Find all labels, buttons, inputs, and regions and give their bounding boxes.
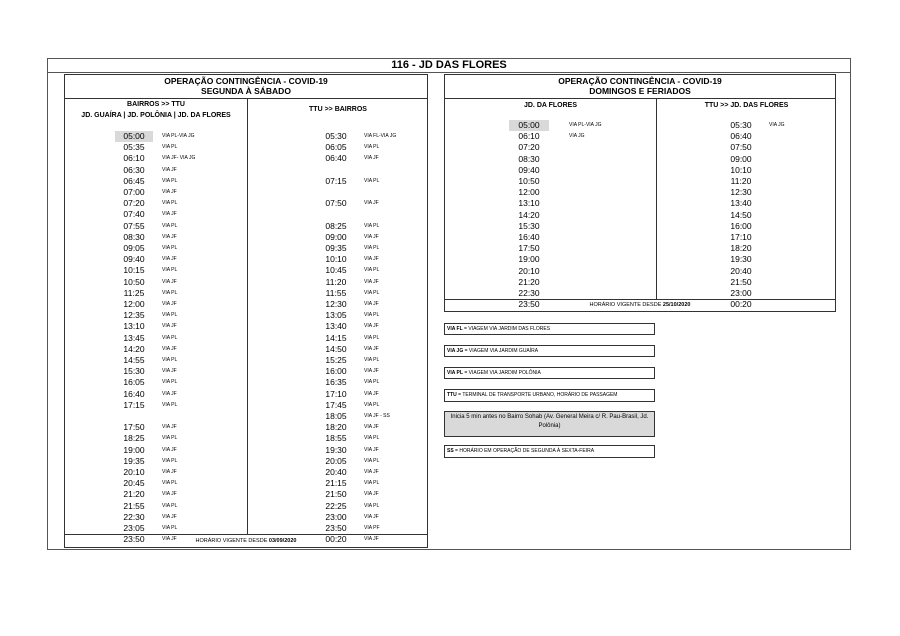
route-via: VIA PL (162, 502, 178, 509)
schedule-row (65, 433, 427, 444)
departure-time: 10:50 (123, 276, 145, 287)
legend-via-jg: VIA JG = VIAGEM VIA JARDIM GUAÍRA (444, 345, 655, 357)
schedule-row (65, 243, 427, 254)
route-via: VIA JF (364, 368, 379, 375)
schedule-row (65, 456, 427, 467)
schedule-row (65, 265, 427, 276)
route-via: VIA PL (162, 480, 178, 487)
return-time: 16:35 (325, 377, 347, 388)
departure-time: 15:30 (518, 220, 540, 231)
schedule-row (445, 142, 835, 153)
schedule-row (445, 154, 835, 165)
route-via: VIA PL (364, 435, 380, 442)
schedule-row (65, 221, 427, 232)
route-via: VIA PL (162, 144, 178, 151)
return-time: 18:55 (325, 433, 347, 444)
route-via: VIA JF (162, 368, 177, 375)
departure-time: 07:55 (123, 220, 145, 231)
schedule-row (65, 187, 427, 198)
route-via: VIA JF (162, 189, 177, 195)
departure-time: 07:00 (123, 187, 145, 197)
route-via: VIA JF (364, 278, 379, 285)
return-time: 17:10 (325, 388, 347, 399)
departure-time: 07:20 (123, 198, 145, 209)
holiday-footer: HORÁRIO VIGENTE DESDE 25/10/2020 (589, 302, 691, 308)
schedule-row (65, 400, 427, 411)
return-time: 09:00 (730, 153, 752, 164)
departure-time: 09:40 (518, 164, 540, 175)
route-via: VIA PL (162, 334, 178, 341)
departure-time: 17:15 (123, 399, 145, 410)
route-via: VIA PF (364, 525, 380, 531)
route-via: VIA JF - SS (364, 413, 390, 419)
route-via: VIA PL (364, 144, 380, 151)
departure-time: 06:30 (123, 164, 145, 175)
route-via: VIA JF (162, 513, 177, 520)
route-via: VIA JG (769, 122, 785, 128)
departure-time: 05:00 (509, 120, 549, 131)
return-time: 18:05 (325, 411, 347, 421)
return-time: 20:40 (325, 467, 347, 477)
route-via: VIA PL (162, 222, 178, 229)
schedule-row (65, 411, 427, 422)
return-time: 14:15 (325, 332, 347, 343)
route-via: VIA PL (162, 289, 178, 296)
departure-time: 19:00 (123, 444, 145, 455)
schedule-row (445, 120, 835, 131)
route-via: VIA PL (364, 379, 380, 386)
return-time: 21:15 (325, 478, 347, 489)
return-time: 06:05 (325, 142, 347, 153)
schedule-row (65, 501, 427, 512)
schedule-row (445, 165, 835, 176)
return-time: 17:45 (325, 399, 347, 410)
return-time: 11:20 (325, 276, 347, 287)
route-via: VIA JF (364, 256, 379, 263)
return-time: 07:50 (325, 198, 347, 209)
departure-time: 06:45 (123, 175, 145, 186)
schedule-row (65, 478, 427, 489)
departure-time: 21:20 (518, 276, 540, 287)
legend-ss: SS = HORÁRIO EM OPERAÇÃO DE SEGUNDA À SEXTA-FEIRA (444, 445, 655, 458)
route-via: VIA JF (364, 155, 379, 162)
departure-time: 20:10 (123, 467, 145, 477)
route-via: VIA PL (162, 177, 178, 184)
route-via: VIA JF (162, 166, 177, 173)
schedule-row (445, 221, 835, 232)
route-via: VIA JF (364, 323, 379, 330)
return-time: 06:40 (325, 153, 347, 164)
schedule-row (445, 254, 835, 265)
departure-time: 05:00 (115, 131, 153, 142)
departure-time: 21:20 (123, 489, 145, 500)
schedule-row (445, 187, 835, 198)
return-time: 23:00 (730, 288, 752, 298)
return-time: 20:05 (325, 455, 347, 466)
route-via: VIA PL (364, 177, 380, 184)
schedule-row (445, 198, 835, 209)
departure-time: 10:15 (123, 265, 145, 276)
route-via: VIA JF (364, 491, 379, 498)
return-time: 00:20 (730, 299, 752, 310)
route-via: VIA FL-VIA JG (364, 133, 397, 139)
schedule-row (65, 366, 427, 377)
return-time: 21:50 (325, 489, 347, 500)
schedule-row (65, 176, 427, 187)
schedule-row (65, 445, 427, 456)
departure-time: 22:30 (123, 511, 145, 522)
col-jd-flores-head: JD. DA FLORES (523, 102, 578, 109)
route-via: VIA JF- VIA JG (162, 155, 196, 162)
holiday-heading-1: OPERAÇÃO CONTINGÊNCIA - COVID-19 (558, 76, 722, 86)
schedule-row (65, 467, 427, 478)
col-ttu-bairros-head: TTU >> BAIRROS (309, 106, 367, 113)
return-time: 19:30 (730, 254, 752, 265)
departure-time: 23:50 (123, 534, 145, 545)
departure-time: 12:00 (123, 299, 145, 309)
schedule-row (65, 523, 427, 534)
route-via: VIA PL-VIA JG (162, 133, 195, 139)
departure-time: 08:30 (518, 153, 540, 164)
weekday-heading-2: SEGUNDA À SÁBADO (201, 86, 291, 96)
return-time: 11:55 (325, 287, 347, 298)
return-time: 07:50 (730, 142, 752, 153)
route-via: VIA PL (364, 457, 380, 464)
route-via: VIA JF (162, 345, 177, 352)
departure-time: 05:35 (123, 142, 145, 153)
return-time: 13:40 (730, 198, 752, 209)
legend-ttu: TTU = TERMINAL DE TRANSPORTE URBANO, HORÁRIO DE PASSAGEM (444, 389, 655, 402)
schedule-row (65, 389, 427, 400)
route-via: VIA JF (364, 200, 379, 207)
col-bairros-names-head: JD. GUAÍRA | JD. POLÔNIA | JD. DA FLORES (81, 112, 231, 119)
return-time: 12:30 (730, 187, 752, 198)
return-time: 07:15 (325, 175, 347, 186)
route-via: VIA JF (162, 278, 177, 285)
route-via: VIA JF (364, 301, 379, 307)
departure-time: 20:45 (123, 478, 145, 489)
return-time: 00:20 (325, 534, 347, 545)
schedule-row (445, 243, 835, 254)
departure-time: 14:20 (518, 209, 540, 220)
schedule-frame (47, 58, 851, 550)
weekday-heading-1: OPERAÇÃO CONTINGÊNCIA - COVID-19 (164, 76, 328, 86)
return-time: 19:30 (325, 444, 347, 455)
return-time: 20:40 (730, 265, 752, 276)
departure-time: 13:10 (518, 198, 540, 209)
route-via: VIA PL (364, 289, 380, 296)
return-time: 06:40 (730, 131, 752, 142)
departure-time: 17:50 (123, 422, 145, 433)
schedule-row (445, 176, 835, 187)
weekday-schedule-panel (64, 74, 428, 548)
schedule-row (65, 321, 427, 332)
departure-time: 14:20 (123, 343, 145, 354)
departure-time: 11:25 (123, 287, 145, 298)
return-time: 12:30 (325, 299, 347, 309)
return-time: 10:45 (325, 265, 347, 276)
route-via: VIA JF (162, 233, 177, 240)
route-via: VIA PL (364, 334, 380, 341)
return-time: 10:10 (730, 164, 752, 175)
col-ttu-flores-head: TTU >> JD. DAS FLORES (704, 102, 789, 109)
route-via: VIA JF (162, 446, 177, 453)
route-via: VIA PL-VIA JG (569, 122, 602, 128)
departure-time: 22:30 (518, 288, 540, 298)
return-time: 14:50 (730, 209, 752, 220)
departure-time: 09:05 (123, 243, 145, 253)
schedule-row (445, 288, 835, 299)
holiday-schedule-panel (444, 74, 836, 312)
start-note: Inicia 5 min antes no Bairro Sohab (Av. General Meira c/ R. Pau-Brasil, Jd. Polônia) (444, 411, 655, 437)
route-via: VIA PL (364, 401, 380, 408)
route-via: VIA JF (364, 469, 379, 475)
route-via: VIA PL (162, 525, 178, 531)
departure-time: 06:10 (518, 131, 540, 142)
schedule-row (65, 299, 427, 310)
route-via: VIA PL (162, 401, 178, 408)
route-via: VIA JF (162, 256, 177, 263)
schedule-row (445, 210, 835, 221)
schedule-row (65, 422, 427, 433)
schedule-row (65, 377, 427, 388)
departure-time: 16:05 (123, 377, 145, 388)
route-via: VIA JF (162, 536, 177, 543)
schedule-row (65, 153, 427, 164)
schedule-row (445, 266, 835, 277)
schedule-row (65, 142, 427, 153)
departure-time: 07:40 (123, 209, 145, 220)
schedule-row (445, 131, 835, 142)
route-via: VIA JF (364, 513, 379, 520)
departure-time: 12:00 (518, 187, 540, 198)
schedule-row (65, 232, 427, 243)
route-via: VIA JF (162, 390, 177, 397)
return-time: 13:05 (325, 310, 347, 321)
schedule-row (65, 355, 427, 366)
return-time: 16:00 (730, 220, 752, 231)
route-via: VIA PL (162, 357, 178, 363)
route-via: VIA PL (162, 379, 178, 386)
route-via: VIA PL (364, 222, 380, 229)
schedule-row (65, 344, 427, 355)
return-time: 17:10 (730, 232, 752, 242)
schedule-row (65, 512, 427, 523)
route-via: VIA JF (364, 446, 379, 453)
route-via: VIA PL (364, 245, 380, 251)
schedule-row (65, 277, 427, 288)
return-time: 11:20 (730, 176, 752, 186)
return-time: 22:25 (325, 500, 347, 511)
route-via: VIA JF (364, 390, 379, 397)
legend-via-fl: VIA FL = VIAGEM VIA JARDIM DAS FLORES (444, 323, 655, 335)
departure-time: 13:45 (123, 332, 145, 343)
route-via: VIA JF (364, 345, 379, 352)
return-time: 18:20 (730, 243, 752, 254)
departure-time: 23:50 (518, 299, 540, 310)
schedule-row (65, 165, 427, 176)
return-time: 23:50 (325, 523, 347, 533)
departure-time: 20:10 (518, 265, 540, 276)
departure-time: 17:50 (518, 243, 540, 254)
route-via: VIA JF (364, 424, 379, 431)
route-via: VIA JF (162, 469, 177, 475)
weekday-footer: HORÁRIO VIGENTE DESDE 03/09/2020 (195, 538, 297, 544)
col-bairros-ttu-head: BAIRROS >> TTU (127, 101, 185, 108)
route-via: VIA PL (364, 357, 380, 363)
return-time: 05:30 (325, 131, 347, 141)
holiday-heading-2: DOMINGOS E FERIADOS (589, 86, 691, 96)
schedule-row (65, 310, 427, 321)
return-time: 05:30 (730, 120, 752, 130)
route-via: VIA JF (162, 301, 177, 307)
schedule-row (65, 198, 427, 209)
departure-time: 13:10 (123, 321, 145, 332)
route-via: VIA JF (162, 491, 177, 498)
departure-time: 16:40 (518, 232, 540, 242)
departure-time: 09:40 (123, 254, 145, 265)
schedule-row (65, 131, 427, 142)
return-time: 16:00 (325, 366, 347, 377)
departure-time: 19:00 (518, 254, 540, 265)
return-time: 18:20 (325, 422, 347, 433)
route-via: VIA JG (569, 133, 585, 140)
return-time: 09:00 (325, 231, 347, 242)
route-via: VIA PL (162, 457, 178, 464)
route-via: VIA PL (364, 312, 380, 319)
departure-time: 14:55 (123, 355, 145, 365)
return-time: 10:10 (325, 254, 347, 265)
route-via: VIA PL (162, 245, 178, 251)
route-via: VIA JF (162, 424, 177, 431)
schedule-row (65, 288, 427, 299)
schedule-row (445, 232, 835, 243)
route-via: VIA PL (162, 435, 178, 442)
departure-time: 08:30 (123, 231, 145, 242)
route-via: VIA PL (162, 267, 178, 274)
legend-via-pl: VIA PL = VIAGEM VIA JARDIM POLÔNIA (444, 367, 655, 379)
route-via: VIA JF (364, 233, 379, 240)
route-via: VIA JF (162, 211, 177, 218)
departure-time: 16:40 (123, 388, 145, 399)
schedule-row (65, 489, 427, 500)
route-via: VIA PL (162, 200, 178, 207)
route-via: VIA JF (364, 536, 379, 543)
departure-time: 19:35 (123, 455, 145, 466)
route-via: VIA PL (364, 480, 380, 487)
departure-time: 18:25 (123, 433, 145, 444)
route-title: 116 - JD DAS FLORES (48, 59, 850, 73)
return-time: 15:25 (325, 355, 347, 365)
return-time: 08:25 (325, 220, 347, 231)
return-time: 21:50 (730, 276, 752, 287)
departure-time: 23:05 (123, 523, 145, 533)
schedule-row (65, 254, 427, 265)
schedule-row (445, 277, 835, 288)
return-time: 09:35 (325, 243, 347, 253)
route-via: VIA PL (364, 502, 380, 509)
departure-time: 06:10 (123, 153, 145, 164)
departure-time: 07:20 (518, 142, 540, 153)
route-via: VIA PL (364, 267, 380, 274)
return-time: 14:50 (325, 343, 347, 354)
route-via: VIA JF (162, 323, 177, 330)
departure-time: 12:35 (123, 310, 145, 321)
schedule-row (65, 333, 427, 344)
return-time: 23:00 (325, 511, 347, 522)
schedule-row (65, 209, 427, 220)
return-time: 13:40 (325, 321, 347, 332)
route-via: VIA PL (162, 312, 178, 319)
departure-time: 21:55 (123, 500, 145, 511)
departure-time: 10:50 (518, 176, 540, 186)
departure-time: 15:30 (123, 366, 145, 377)
